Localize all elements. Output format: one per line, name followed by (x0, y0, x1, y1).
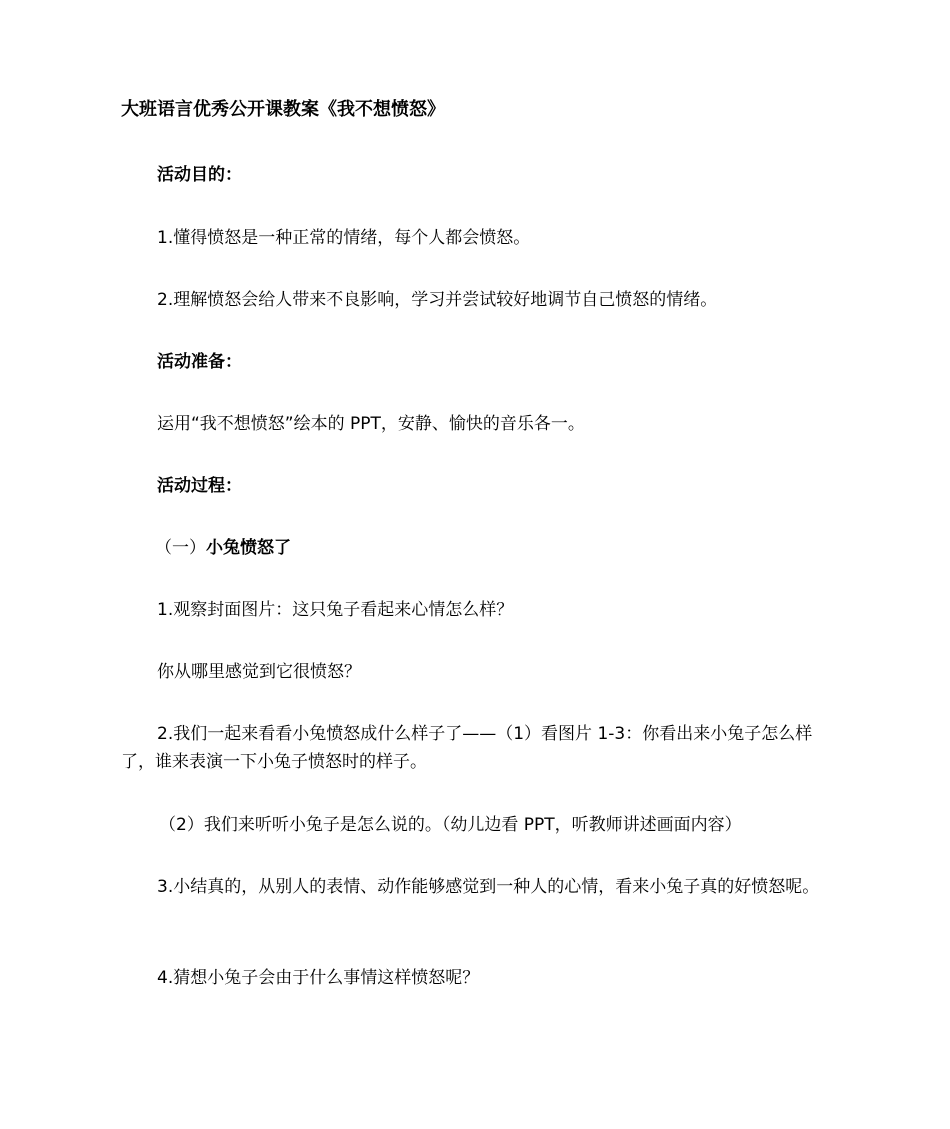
goal-item-1: 1.懂得愤怒是一种正常的情绪，每个人都会愤怒。 (157, 228, 531, 248)
document-title: 大班语言优秀公开课教案《我不想愤怒》 (121, 99, 445, 120)
section-1-heading (155, 534, 825, 562)
step-1-question: 你从哪里感觉到它很愤怒？ (157, 662, 361, 682)
section-1-title: 小兔愤怒了 (206, 538, 291, 558)
goal-heading: 活动目的： (157, 165, 242, 185)
step-4: 4.猜想小兔子会由于什么事情这样愤怒呢？ (157, 968, 480, 988)
goal-item-2: 2.理解愤怒会给人带来不良影响，学习并尝试较好地调节自己愤怒的情绪。 (157, 290, 718, 310)
step-3: 3.小结真的，从别人的表情、动作能够感觉到一种人的心情，看来小兔子真的好愤怒呢。 (157, 877, 820, 897)
prep-text: 运用“我不想愤怒”绘本的 PPT，安静、愉快的音乐各一。 (157, 414, 585, 434)
process-heading: 活动过程： (157, 476, 242, 496)
prep-heading: 活动准备： (157, 352, 242, 372)
section-1-prefix: （一） (155, 538, 206, 558)
step-2-sub: （2）我们来听听小兔子是怎么说的。（幼儿边看 PPT，听教师讲述画面内容） (159, 815, 742, 835)
step-2: 2.我们一起来看看小兔愤怒成什么样子了——（1）看图片 1-3：你看出来小兔子怎么样了，谁来表演一下小兔子愤怒时的样子。 (121, 724, 813, 772)
step-1: 1.观察封面图片：这只兔子看起来心情怎么样？ (157, 600, 514, 620)
